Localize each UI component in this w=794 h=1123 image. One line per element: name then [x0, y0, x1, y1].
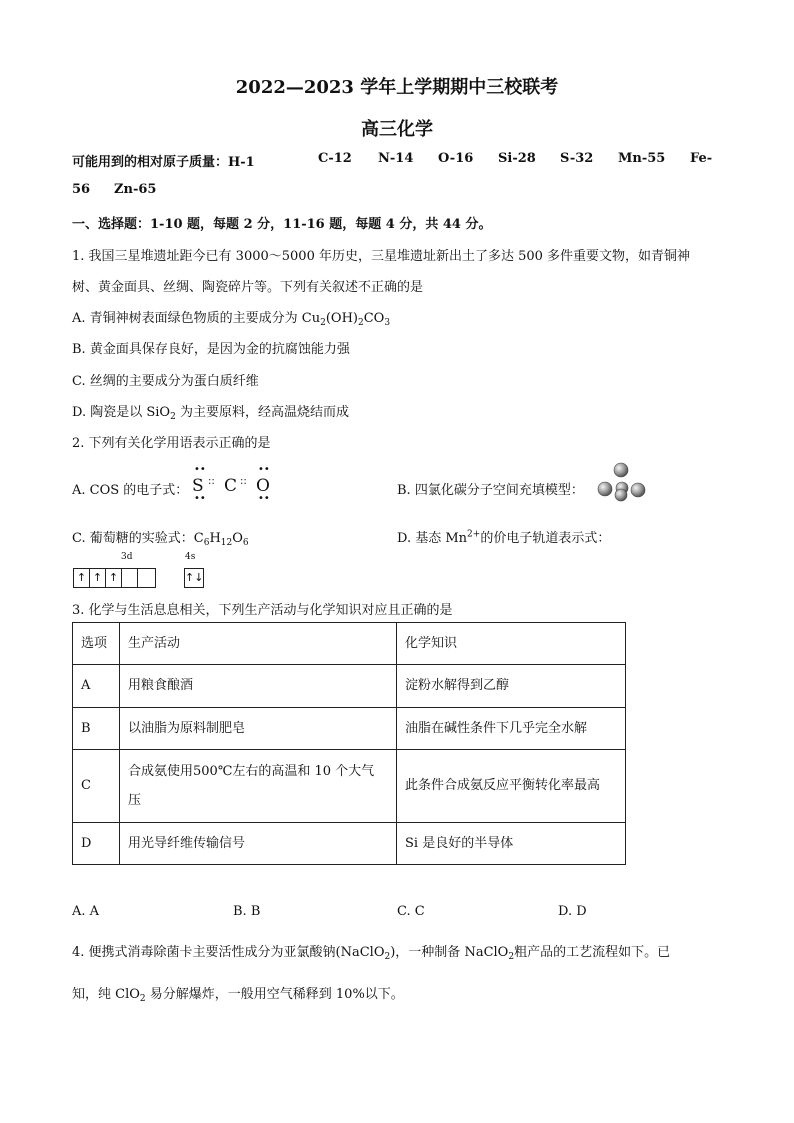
table-cell: D — [73, 823, 120, 865]
ccl4-space-filling-model — [596, 462, 648, 502]
q2-option-a: A. COS 的电子式： — [72, 483, 189, 498]
table-row — [73, 665, 626, 708]
atomic-mass-item: C-12 — [318, 151, 352, 166]
q2-option-d: D. 基态 $Mn^{2+}$的价电子轨道表示式： — [397, 529, 611, 546]
atomic-mass-item: N-14 — [378, 151, 414, 166]
q1-option-c: C. 丝绸的主要成分为蛋白质纤维 — [72, 374, 259, 389]
q3-option-a: A. A — [72, 904, 100, 919]
q1-stem-line2: 树、黄金面具、丝绸、陶瓷碎片等。下列有关叙述不正确的是 — [72, 280, 424, 295]
mn-orbital-diagram — [72, 550, 212, 592]
table-header-cell: 化学知识 — [397, 623, 626, 665]
orbital-box-3d: ↑ — [73, 568, 90, 588]
q4-stem-line2: 知，纯 ClO$_2$ 易分解爆炸，一般用空气稀释到 10%以下。 — [72, 987, 404, 1004]
table-header-cell: 选项 — [73, 623, 120, 665]
q3-table — [72, 622, 626, 865]
table-cell: 淀粉水解得到乙醇 — [397, 665, 626, 708]
table-header-row — [73, 623, 626, 665]
lone-pair-dots: •• — [194, 493, 206, 504]
orbital-box-3d: ↑ — [89, 568, 106, 588]
q3-option-b: B. B — [233, 904, 261, 919]
atomic-mass-item: Fe- — [690, 151, 713, 166]
sulfur-symbol: S — [192, 476, 204, 496]
table-cell: B — [73, 708, 120, 750]
q1-option-d: D. 陶瓷是以 SiO$_2$ 为主要原料，经高温烧结而成 — [72, 405, 349, 422]
atomic-mass-item: 56 — [72, 182, 91, 197]
table-cell: 合成氨使用500℃左右的高温和 10 个大气 压 — [120, 750, 397, 823]
q1-option-a: A. 青铜神树表面绿色物质的主要成分为 $Cu_2(OH)_2CO_3$ — [72, 311, 391, 328]
page-subtitle: 高三化学 — [361, 119, 433, 140]
lone-pair-dots: •• — [258, 464, 270, 475]
orbital-box-3d: ↑ — [105, 568, 122, 588]
q4-stem-line1: 4. 便携式消毒除菌卡主要活性成分为亚氯酸钠(NaClO$_2$)，一种制备 NaClO$_2$粗产品的工艺流程如下。已 — [72, 945, 671, 962]
table-row — [73, 823, 626, 865]
page-title: 2022—2023 学年上学期期中三校联考 — [235, 77, 559, 98]
carbon-symbol: C — [224, 476, 238, 496]
orbital-label-4s: 4s — [185, 552, 196, 562]
q1-option-b: B. 黄金面具保存良好，是因为金的抗腐蚀能力强 — [72, 342, 350, 357]
table-cell: 油脂在碱性条件下几乎完全水解 — [397, 708, 626, 750]
atomic-mass-item: Zn-65 — [114, 182, 157, 197]
table-cell: A — [73, 665, 120, 708]
table-cell: 用粮食酿酒 — [120, 665, 397, 708]
table-cell: Si 是良好的半导体 — [397, 823, 626, 865]
q2-option-b: B. 四氯化碳分子空间充填模型： — [397, 483, 584, 498]
table-cell: 用光导纤维传输信号 — [120, 823, 397, 865]
cos-electron-formula — [192, 466, 282, 502]
orbital-box-4s: ↑↓ — [184, 568, 204, 588]
table-cell: C — [73, 750, 120, 823]
table-row — [73, 708, 626, 750]
q2-option-c: C. 葡萄糖的实验式：$C_6H_{12}O_6$ — [72, 531, 249, 548]
atomic-mass-item: S-32 — [560, 151, 594, 166]
table-header-cell: 生产活动 — [120, 623, 397, 665]
section-heading: 一、选择题：1-10 题，每题 2 分，11-16 题，每题 4 分，共 44 分。 — [72, 217, 492, 232]
orbital-box-3d — [137, 568, 156, 588]
orbital-box-3d — [121, 568, 138, 588]
lone-pair-dots: •• — [258, 493, 270, 504]
q3-option-c: C. C — [397, 904, 425, 919]
atomic-mass-item: O-16 — [438, 151, 474, 166]
orbital-label-3d: 3d — [121, 552, 133, 562]
lone-pair-dots: •• — [194, 464, 206, 475]
q3-option-d: D. D — [558, 904, 587, 919]
bond-dots: :: — [240, 476, 247, 487]
table-cell: 此条件合成氨反应平衡转化率最高 — [397, 750, 626, 823]
atomic-mass-item: Si-28 — [498, 151, 536, 166]
table-cell: 以油脂为原料制肥皂 — [120, 708, 397, 750]
oxygen-symbol: O — [256, 476, 270, 496]
q1-stem-line1: 1. 我国三星堆遗址距今已有 3000～5000 年历史，三星堆遗址新出土了多达 500 多件重要文物，如青铜神 — [72, 249, 691, 264]
table-row — [73, 750, 626, 823]
q2-stem: 2. 下列有关化学用语表示正确的是 — [72, 436, 271, 451]
bond-dots: :: — [208, 476, 215, 487]
q3-stem: 3. 化学与生活息息相关，下列生产活动与化学知识对应且正确的是 — [72, 603, 453, 618]
atomic-mass-item: 可能用到的相对原子质量：H-1 — [72, 155, 255, 170]
atomic-mass-item: Mn-55 — [618, 151, 666, 166]
